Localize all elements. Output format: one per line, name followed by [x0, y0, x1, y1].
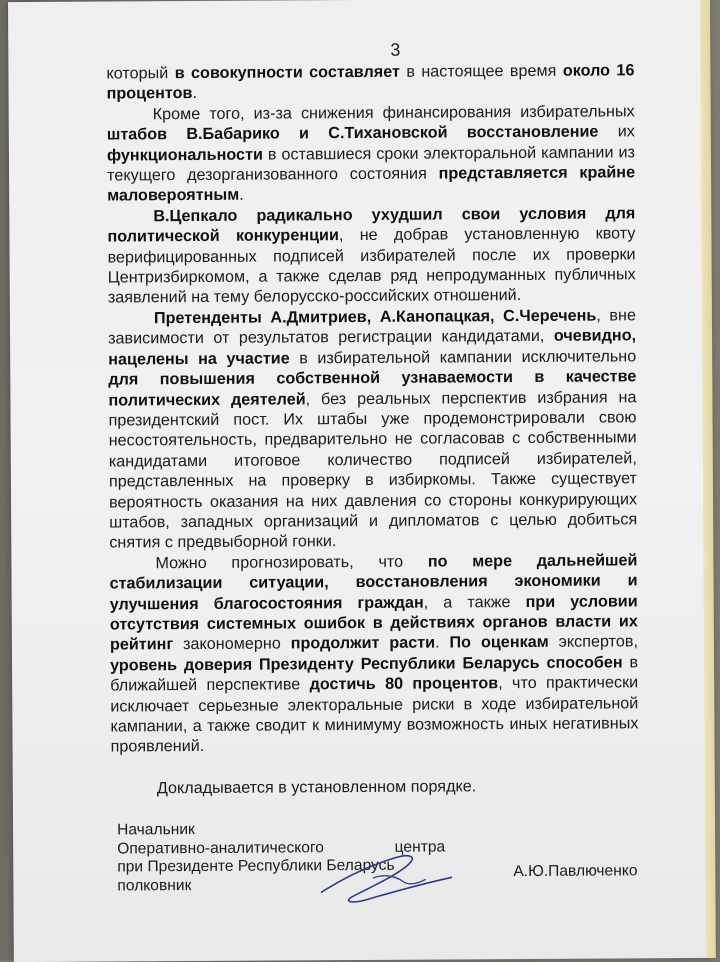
text-run: Кроме того, из-за снижения финансирования избирательных: [152, 102, 635, 124]
text-run: , без реальных перспектив избрания на президентский пост. Их штабы уже продемонстрировали свою несостоятельность, предварительно не согласовав с собственными кандидатами итоговое количество подписей избирателей, представленных на проверку в избиркомы. Также существует вероятность оказания на них давления со стороны конкурирующих штабов, западных организаций и дипломатов с целью добиться снятия с предвыборной гонки.: [108, 387, 638, 552]
body-paragraph: [107, 203, 636, 308]
body-paragraph: [109, 550, 638, 757]
text-run: закономерно: [173, 634, 291, 654]
signer-title-line: при Президенте Республики Беларусь: [117, 856, 395, 876]
text-run: их: [598, 122, 635, 141]
bold-text-run: представляется крайне маловероятным: [107, 163, 636, 205]
signer-title-line: Начальник: [117, 821, 195, 839]
text-run: в настоящее время: [399, 61, 563, 81]
bold-text-run: в совокупности составляет: [174, 62, 400, 83]
text-run: , не добрав установленную квоту верифицированных подписей избирателей после их проверки Центризбиркомом, а также сделав ряд непродуманных публичных заявлений на тему белорусско-российских отношений.: [107, 224, 636, 308]
signer-name: А.Ю.Павлюченко: [513, 862, 638, 881]
bold-text-run: около 16 процентов: [106, 61, 635, 103]
text-run: в ближайшей перспективе: [110, 653, 639, 695]
text-run: экспертов,: [548, 632, 638, 652]
signer-title-part: центра: [394, 837, 446, 856]
signer-title-part: Оперативно-аналитического: [117, 838, 324, 857]
bold-text-run: В.Цепкало радикально ухудшил свои условия для политической конкуренции: [107, 204, 636, 246]
body-paragraph: [107, 101, 636, 206]
body-paragraph: [108, 305, 637, 553]
text-run: .: [239, 186, 244, 205]
text-run: .: [435, 633, 450, 652]
bold-text-run: уровень доверия Президенту Республики Беларусь способен: [110, 653, 623, 675]
bold-text-run: продолжит расти: [290, 633, 436, 653]
signer-rank: полковник: [117, 876, 192, 894]
closing-line: Докладывается в установленном порядке.: [156, 777, 477, 798]
bold-text-run: по мере дальнейшей стабилизации ситуации, восстановления экономики и улучшения благосостояния граждан: [109, 551, 638, 614]
text-run: в избирательной кампании исключительно: [289, 346, 637, 368]
text-run: который: [106, 64, 175, 83]
text-run: , вне зависимости от результатов регистрации кандидатами,: [108, 306, 636, 348]
text-run: , что практически исключает серьезные электоральные риски в ходе избирательной кампании, а также сводит к минимуму возможность иных негативных проявлений.: [110, 673, 639, 756]
bold-text-run: По оценкам: [449, 633, 549, 652]
text-run: Можно прогнозировать, что: [155, 552, 428, 572]
bold-text-run: при условии отсутствия системных ошибок в действиях органов власти их рейтинг: [109, 591, 638, 654]
bold-text-run: очевидно, нацелены на участие: [108, 326, 637, 369]
bold-text-run: штабов В.Бабарико и С.Тихановской восстановление: [106, 122, 599, 144]
body-paragraph: [106, 60, 634, 104]
document-body: [106, 60, 638, 757]
page-number: 3: [390, 39, 401, 60]
bold-text-run: Претенденты А.Дмитриев, А.Канопацкая, С.Черечень: [153, 306, 597, 328]
text-run: в оставшиеся сроки электоральной кампании из текущего дезорганизованного состояния: [107, 142, 635, 185]
document-page: [8, 0, 714, 962]
text-run: .: [192, 84, 197, 103]
bold-text-run: функциональности: [106, 145, 263, 165]
text-run: , а также: [423, 592, 526, 612]
handwritten-signature: [313, 847, 463, 908]
bold-text-run: достичь 80 процентов: [309, 674, 499, 694]
bold-text-run: для повышения собственной узнаваемости в качестве политических деятелей: [108, 367, 637, 410]
